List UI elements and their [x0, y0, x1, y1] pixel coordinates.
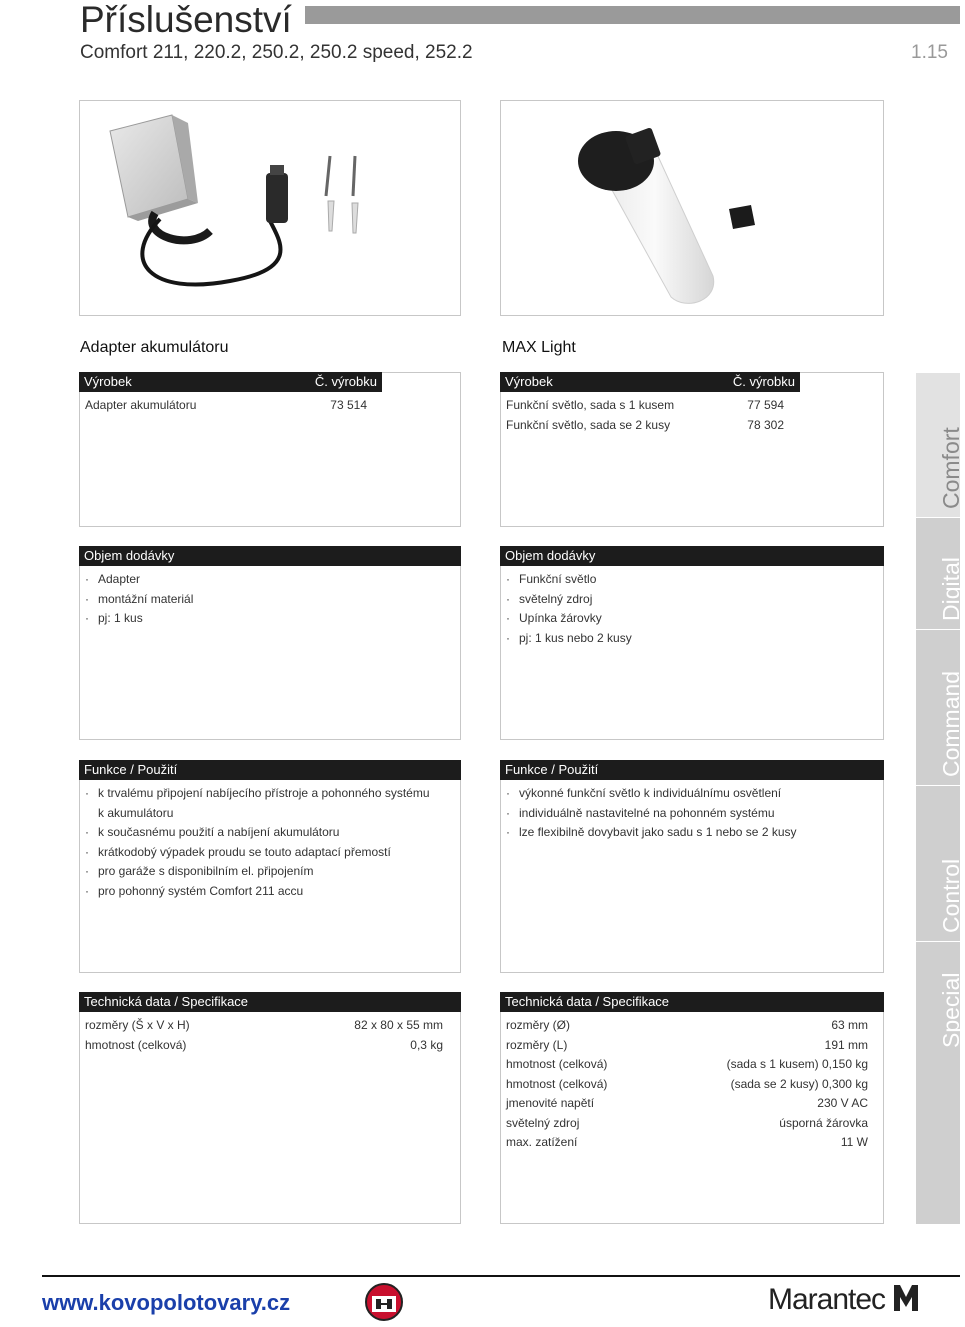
list-item: k akumulátoru: [98, 805, 174, 820]
adapter-scope-box: [79, 546, 461, 740]
table-row: hmotnost (celková) 0,3 kg: [85, 1037, 443, 1052]
list-item: · individuálně nastavitelné na pohonném systému: [506, 805, 775, 820]
side-tab-strip: [916, 373, 964, 1224]
brand-logo: Marantec: [768, 1283, 920, 1317]
list-item: · Adapter: [85, 572, 141, 586]
table-row: rozměry (Ø) 63 mm: [506, 1018, 868, 1032]
list-item: · pro pohonný systém Comfort 211 accu: [85, 883, 304, 898]
adapter-scope-header: Objem dodávky: [79, 546, 461, 566]
list-item: · krátkodobý výpadek proudu se touto adaptací přemostí: [85, 844, 391, 859]
max-light-function-header: Funkce / Použití: [500, 760, 884, 780]
list-item: · Upínka žárovky: [506, 611, 602, 625]
max-light-function-box: [500, 760, 884, 973]
max-light-scope-list: [501, 566, 883, 648]
adapter-tech-header: Technická data / Specifikace: [79, 992, 461, 1012]
side-tab-command[interactable]: Command: [916, 629, 960, 785]
list-item: · k trvalému připojení nabíjecího přístroje a pohonného systému: [85, 786, 430, 800]
table-row: hmotnost (celková) (sada s 1 kusem) 0,150 kg: [506, 1057, 868, 1071]
brand-mark-icon: [892, 1283, 920, 1313]
list-item: · světelný zdroj: [506, 591, 593, 606]
side-tab-comfort[interactable]: Comfort: [916, 373, 960, 517]
max-light-product-image: [500, 100, 884, 316]
max-light-title: MAX Light: [502, 339, 576, 356]
table-row: hmotnost (celková) (sada se 2 kusy) 0,300 kg: [506, 1076, 868, 1091]
page-subtitle: Comfort 211, 220.2, 250.2, 250.2 speed, 252.2: [80, 42, 473, 63]
adapter-function-list: [80, 780, 460, 901]
list-item: · pj: 1 kus: [85, 611, 143, 625]
list-item: · k současnému použití a nabíjení akumulátoru: [85, 825, 340, 839]
table-row: jmenovité napětí 230 V AC: [506, 1096, 868, 1110]
adapter-function-box: [79, 760, 461, 973]
col-code-header: Č. výrobku: [314, 374, 377, 389]
website-link[interactable]: www.kovopolotovary.cz: [42, 1290, 291, 1315]
table-row: Adapter akumulátoru 73 514: [85, 398, 367, 412]
list-item: · Funkční světlo: [506, 572, 597, 586]
table-row: rozměry (L) 191 mm: [506, 1037, 868, 1052]
adapter-function-header: Funkce / Použití: [79, 760, 461, 780]
adapter-product-image: [79, 100, 461, 316]
max-light-tech-header: Technická data / Specifikace: [500, 992, 884, 1012]
side-tab-digital[interactable]: Digital: [916, 517, 960, 629]
side-tab-control[interactable]: Control: [916, 785, 960, 941]
adapter-product-table: [79, 372, 461, 527]
max-light-tech-box: [500, 992, 884, 1224]
list-item: · pro garáže s disponibilním el. připojením: [85, 864, 314, 878]
list-item: · pj: 1 kus nebo 2 kusy: [506, 630, 632, 645]
footer-divider: [42, 1275, 960, 1277]
list-item: · montážní materiál: [85, 591, 194, 606]
dealer-logo: [360, 1282, 408, 1327]
adapter-table-header: [79, 372, 382, 392]
col-product-header: Výrobek: [84, 374, 132, 389]
adapter-scope-list: [80, 566, 460, 629]
list-item: · lze flexibilně dovybavit jako sadu s 1 nebo se 2 kusy: [506, 825, 797, 839]
table-row: Funkční světlo, sada s 1 kusem 77 594: [506, 398, 784, 412]
table-row: max. zatížení 11 W: [506, 1135, 868, 1149]
side-tab-special[interactable]: Special: [916, 941, 960, 1224]
list-item: · výkonné funkční světlo k individuálnímu osvětlení: [506, 786, 782, 800]
max-light-table-header: Výrobek Č. výrobku: [500, 372, 800, 392]
header-band: [305, 6, 960, 24]
table-row: rozměry (Š x V x H) 82 x 80 x 55 mm: [85, 1018, 443, 1032]
page-number: 1.15: [911, 42, 948, 63]
page-title: Příslušenství: [80, 0, 292, 40]
max-light-function-list: [501, 780, 883, 843]
adapter-title: Adapter akumulátoru: [80, 339, 229, 356]
max-light-scope-box: [500, 546, 884, 740]
max-light-product-table: [500, 372, 884, 527]
table-row: světelný zdroj úsporná žárovka: [506, 1115, 868, 1130]
table-row: Funkční světlo, sada se 2 kusy 78 302: [506, 417, 784, 432]
max-light-scope-header: Objem dodávky: [500, 546, 884, 566]
adapter-tech-box: [79, 992, 461, 1224]
